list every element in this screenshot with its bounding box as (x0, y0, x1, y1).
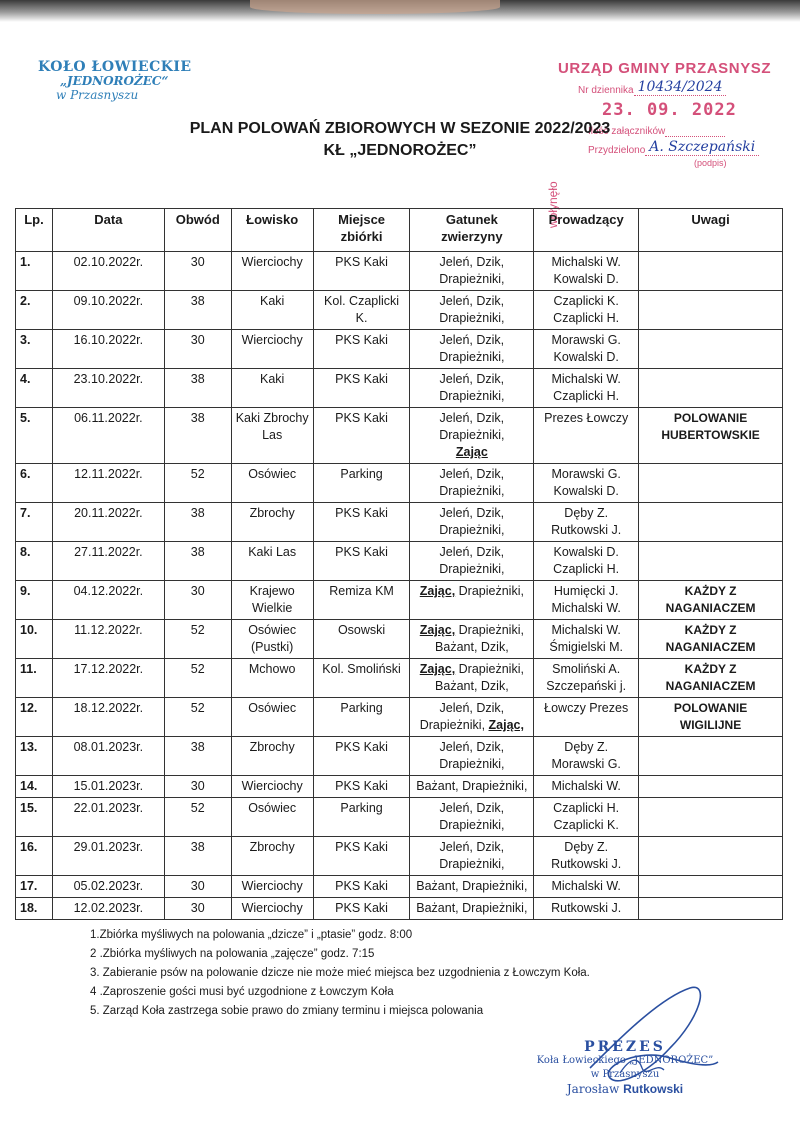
cell-gatunek (410, 408, 534, 464)
cell-data: 22.01.2023r. (52, 798, 164, 837)
cell-obwod: 52 (164, 464, 231, 503)
cell-prowadzacy: Smoliński A. Szczepański j. (534, 659, 639, 698)
title-line2: KŁ „JEDNOROŻEC” (323, 142, 477, 159)
species-list: Drapieżniki, Bażant, Dzik, (435, 623, 524, 654)
stamp-left-line1: KOŁO ŁOWIECKIE (38, 59, 192, 75)
cell-lowisko: Kaki Zbrochy Las (231, 408, 313, 464)
table-row (16, 542, 783, 581)
cell-miejsce: PKS Kaki (313, 330, 410, 369)
cell-data: 11.12.2022r. (52, 620, 164, 659)
cell-miejsce: PKS Kaki (313, 776, 410, 798)
received-date: 23. 09. 2022 (602, 100, 737, 120)
cell-gatunek (410, 737, 534, 776)
species-list: Jeleń, Dzik, Drapieżniki, (439, 840, 505, 871)
cell-uwagi (639, 776, 783, 798)
cell-gatunek (410, 876, 534, 898)
cell-lowisko: Wierciochy (231, 876, 313, 898)
cell-gatunek (410, 659, 534, 698)
cell-prowadzacy: Michalski W. Śmigielski M. (534, 620, 639, 659)
president-club: Koła Łowieckiego „JEDNOROŻEC” (536, 1055, 714, 1066)
cell-lp: 14. (16, 776, 53, 798)
table-header-row (16, 209, 783, 252)
table-row (16, 408, 783, 464)
species-list: Bażant, Drapieżniki, (416, 901, 528, 915)
cell-miejsce: PKS Kaki (313, 369, 410, 408)
cell-lp: 18. (16, 898, 53, 920)
cell-lowisko: Zbrochy (231, 737, 313, 776)
cell-prowadzacy: Dęby Z. Rutkowski J. (534, 837, 639, 876)
scan-finger-shadow (250, 0, 500, 14)
cell-data: 12.11.2022r. (52, 464, 164, 503)
cell-uwagi (639, 369, 783, 408)
note-item: 3. Zabieranie psów na polowanie dzicze nie może mieć miejsca bez uzgodnienia z Łowczym Koła. (90, 967, 590, 979)
cell-prowadzacy: Kowalski D. Czaplicki H. (534, 542, 639, 581)
cell-lp: 15. (16, 798, 53, 837)
cell-obwod: 38 (164, 837, 231, 876)
species-list: Bażant, Drapieżniki, (416, 879, 528, 893)
cell-uwagi (639, 503, 783, 542)
notes-list (90, 926, 590, 1021)
cell-miejsce: PKS Kaki (313, 503, 410, 542)
species-list: Jeleń, Dzik, Drapieżniki, (439, 372, 505, 403)
cell-obwod: 52 (164, 620, 231, 659)
cell-gatunek (410, 291, 534, 330)
cell-obwod: 52 (164, 659, 231, 698)
cell-prowadzacy: Michalski W. Kowalski D. (534, 252, 639, 291)
cell-data: 15.01.2023r. (52, 776, 164, 798)
cell-miejsce: Parking (313, 698, 410, 737)
cell-lowisko: Zbrochy (231, 837, 313, 876)
cell-uwagi: POLOWANIE WIGILIJNE (639, 698, 783, 737)
cell-lowisko: Krajewo Wielkie (231, 581, 313, 620)
president-first-name: Jarosław (566, 1082, 620, 1096)
note-item: 1.Zbiórka myśliwych na polowania „dzicze” i „ptasie” godz. 8:00 (90, 929, 413, 941)
cell-lowisko: Osówiec (231, 698, 313, 737)
header-uwagi: Uwagi (639, 209, 783, 252)
cell-uwagi (639, 837, 783, 876)
cell-data: 20.11.2022r. (52, 503, 164, 542)
table-row (16, 464, 783, 503)
cell-miejsce: PKS Kaki (313, 898, 410, 920)
cell-obwod: 30 (164, 330, 231, 369)
table-row (16, 252, 783, 291)
species-list: Jeleń, Dzik, Drapieżniki, (439, 801, 505, 832)
species-list: Drapieżniki, (455, 584, 524, 598)
cell-miejsce: PKS Kaki (313, 542, 410, 581)
cell-obwod: 38 (164, 542, 231, 581)
cell-data: 04.12.2022r. (52, 581, 164, 620)
cell-gatunek (410, 620, 534, 659)
cell-data: 27.11.2022r. (52, 542, 164, 581)
cell-gatunek (410, 798, 534, 837)
cell-uwagi: POLOWANIE HUBERTOWSKIE (639, 408, 783, 464)
species-hare: Zając (455, 445, 488, 459)
cell-data: 05.02.2023r. (52, 876, 164, 898)
table-row (16, 369, 783, 408)
table-row (16, 776, 783, 798)
cell-obwod: 30 (164, 898, 231, 920)
cell-obwod: 38 (164, 291, 231, 330)
cell-lp: 5. (16, 408, 53, 464)
president-name (510, 1082, 740, 1096)
cell-data: 23.10.2022r. (52, 369, 164, 408)
note-item: 5. Zarząd Koła zastrzega sobie prawo do zmiany terminu i miejsca polowania (90, 1005, 484, 1017)
cell-data: 09.10.2022r. (52, 291, 164, 330)
scan-top-edge (0, 0, 800, 22)
cell-prowadzacy: Morawski G. Kowalski D. (534, 330, 639, 369)
cell-uwagi (639, 291, 783, 330)
cell-miejsce: Parking (313, 798, 410, 837)
cell-data: 18.12.2022r. (52, 698, 164, 737)
cell-lowisko: Osówiec (Pustki) (231, 620, 313, 659)
cell-obwod: 30 (164, 581, 231, 620)
stamp-left-line2: „JEDNOROŻEC“ (60, 74, 169, 88)
cell-gatunek (410, 542, 534, 581)
cell-gatunek (410, 776, 534, 798)
cell-prowadzacy: Dęby Z. Morawski G. (534, 737, 639, 776)
table-row (16, 698, 783, 737)
president-stamp (510, 1040, 740, 1096)
cell-lp: 10. (16, 620, 53, 659)
cell-lowisko: Kaki (231, 369, 313, 408)
title-line1: PLAN POLOWAŃ ZBIOROWYCH W SEZONIE 2022/2023 (189, 120, 611, 137)
cell-data: 06.11.2022r. (52, 408, 164, 464)
cell-lowisko: Zbrochy (231, 503, 313, 542)
species-hare: Zając, (419, 662, 456, 676)
cell-lp: 2. (16, 291, 53, 330)
cell-data: 17.12.2022r. (52, 659, 164, 698)
cell-uwagi (639, 737, 783, 776)
cell-gatunek (410, 503, 534, 542)
cell-lp: 4. (16, 369, 53, 408)
president-title: PREZES (584, 1039, 666, 1055)
table-row (16, 876, 783, 898)
cell-lp: 6. (16, 464, 53, 503)
cell-lowisko: Mchowo (231, 659, 313, 698)
cell-lp: 16. (16, 837, 53, 876)
cell-uwagi: KAŻDY Z NAGANIACZEM (639, 659, 783, 698)
table-row (16, 798, 783, 837)
table-row (16, 503, 783, 542)
cell-data: 29.01.2023r. (52, 837, 164, 876)
office-name: URZĄD GMINY PRZASNYSZ (558, 60, 772, 77)
cell-uwagi (639, 876, 783, 898)
header-lowisko: Łowisko (231, 209, 313, 252)
cell-obwod: 38 (164, 369, 231, 408)
cell-prowadzacy: Morawski G. Kowalski D. (534, 464, 639, 503)
stamp-left-line3: w Przasnyszu (56, 88, 139, 102)
cell-uwagi (639, 898, 783, 920)
species-list: Jeleń, Dzik, Drapieżniki, (439, 740, 505, 771)
cell-gatunek (410, 464, 534, 503)
cell-lp: 9. (16, 581, 53, 620)
species-list: Jeleń, Dzik, Drapieżniki, (439, 255, 505, 286)
assigned-label: Przydzielono (588, 145, 646, 156)
cell-obwod: 38 (164, 737, 231, 776)
hunting-club-stamp (38, 60, 208, 102)
species-hare: Zając, (488, 718, 524, 732)
cell-miejsce: PKS Kaki (313, 876, 410, 898)
header-prowadzacy: Prowadzący (534, 209, 639, 252)
table-row (16, 330, 783, 369)
cell-miejsce: Kol. Smoliński (313, 659, 410, 698)
cell-gatunek (410, 369, 534, 408)
header-lp: Lp. (16, 209, 53, 252)
species-list: Jeleń, Dzik, Drapieżniki, (439, 545, 505, 576)
cell-obwod: 30 (164, 876, 231, 898)
cell-prowadzacy: Humięcki J. Michalski W. (534, 581, 639, 620)
cell-prowadzacy: Czaplicki K. Czaplicki H. (534, 291, 639, 330)
cell-lowisko: Osówiec (231, 464, 313, 503)
cell-lp: 12. (16, 698, 53, 737)
cell-miejsce: PKS Kaki (313, 737, 410, 776)
species-hare: Zając, (419, 584, 456, 598)
cell-lp: 13. (16, 737, 53, 776)
species-list: Jeleń, Dzik, Drapieżniki, (419, 701, 505, 732)
cell-miejsce: PKS Kaki (313, 408, 410, 464)
cell-gatunek (410, 330, 534, 369)
note-item: 4 .Zaproszenie gości musi być uzgodnione z Łowczym Koła (90, 986, 394, 998)
note-item: 2 .Zbiórka myśliwych na polowania „zajęcze” godz. 7:15 (90, 948, 375, 960)
cell-prowadzacy: Michalski W. Czaplicki H. (534, 369, 639, 408)
cell-gatunek (410, 252, 534, 291)
cell-prowadzacy: Łowczy Prezes (534, 698, 639, 737)
table-row (16, 291, 783, 330)
cell-uwagi (639, 798, 783, 837)
cell-miejsce: Kol. Czaplicki K. (313, 291, 410, 330)
cell-miejsce: Parking (313, 464, 410, 503)
table-row (16, 898, 783, 920)
species-list: Jeleń, Dzik, Drapieżniki, (439, 506, 505, 537)
species-list: Jeleń, Dzik, Drapieżniki, (439, 294, 505, 325)
table-row (16, 737, 783, 776)
president-last-name: Rutkowski (623, 1082, 684, 1096)
journal-number: 10434/2024 (634, 79, 727, 96)
cell-lowisko: Wierciochy (231, 330, 313, 369)
cell-uwagi (639, 542, 783, 581)
president-city: w Przasnyszu (590, 1069, 660, 1080)
species-list: Drapieżniki, Bażant, Dzik, (435, 662, 524, 693)
cell-data: 08.01.2023r. (52, 737, 164, 776)
cell-prowadzacy: Czaplicki H. Czaplicki K. (534, 798, 639, 837)
table-body (16, 252, 783, 920)
cell-prowadzacy: Prezes Łowczy (534, 408, 639, 464)
species-list: Bażant, Drapieżniki, (416, 779, 528, 793)
cell-gatunek (410, 837, 534, 876)
cell-lp: 8. (16, 542, 53, 581)
species-list: Jeleń, Dzik, Drapieżniki, (439, 333, 505, 364)
cell-lowisko: Wierciochy (231, 898, 313, 920)
cell-miejsce: PKS Kaki (313, 252, 410, 291)
cell-obwod: 52 (164, 798, 231, 837)
species-list: Jeleń, Dzik, Drapieżniki, (439, 411, 505, 442)
table-row (16, 659, 783, 698)
table-row (16, 581, 783, 620)
cell-gatunek (410, 581, 534, 620)
cell-lp: 17. (16, 876, 53, 898)
table-row (16, 620, 783, 659)
species-hare: Zając, (419, 623, 456, 637)
cell-uwagi: KAŻDY Z NAGANIACZEM (639, 581, 783, 620)
journal-row (578, 79, 790, 96)
cell-obwod: 38 (164, 503, 231, 542)
assigned-name: A. Szczepański (645, 139, 759, 156)
header-miejsce: Miejsce zbiórki (313, 209, 410, 252)
cell-lowisko: Osówiec (231, 798, 313, 837)
cell-data: 02.10.2022r. (52, 252, 164, 291)
cell-obwod: 52 (164, 698, 231, 737)
cell-uwagi (639, 252, 783, 291)
cell-lowisko: Wierciochy (231, 776, 313, 798)
header-obwod: Obwód (164, 209, 231, 252)
cell-prowadzacy: Rutkowski J. (534, 898, 639, 920)
cell-lowisko: Kaki Las (231, 542, 313, 581)
cell-obwod: 38 (164, 408, 231, 464)
species-list: Jeleń, Dzik, Drapieżniki, (439, 467, 505, 498)
header-data: Data (52, 209, 164, 252)
cell-lowisko: Wierciochy (231, 252, 313, 291)
cell-obwod: 30 (164, 252, 231, 291)
table-row (16, 837, 783, 876)
cell-prowadzacy: Dęby Z. Rutkowski J. (534, 503, 639, 542)
cell-uwagi (639, 464, 783, 503)
cell-lp: 7. (16, 503, 53, 542)
attachments-label: Ilość załączników (588, 126, 666, 137)
cell-prowadzacy: Michalski W. (534, 876, 639, 898)
cell-uwagi (639, 330, 783, 369)
hunting-plan-table (15, 208, 783, 920)
header-gatunek: Gatunek zwierzyny (410, 209, 534, 252)
cell-data: 12.02.2023r. (52, 898, 164, 920)
cell-gatunek (410, 698, 534, 737)
cell-miejsce: PKS Kaki (313, 837, 410, 876)
received-label: wpłynęło (546, 181, 560, 228)
cell-lowisko: Kaki (231, 291, 313, 330)
cell-gatunek (410, 898, 534, 920)
cell-prowadzacy: Michalski W. (534, 776, 639, 798)
signature-label: (podpis) (694, 158, 727, 168)
cell-lp: 3. (16, 330, 53, 369)
cell-miejsce: Remiza KM (313, 581, 410, 620)
journal-label: Nr dziennika (578, 85, 634, 96)
cell-lp: 11. (16, 659, 53, 698)
cell-miejsce: Osowski (313, 620, 410, 659)
cell-data: 16.10.2022r. (52, 330, 164, 369)
cell-uwagi: KAŻDY Z NAGANIACZEM (639, 620, 783, 659)
cell-lp: 1. (16, 252, 53, 291)
cell-obwod: 30 (164, 776, 231, 798)
document-title (0, 118, 800, 162)
